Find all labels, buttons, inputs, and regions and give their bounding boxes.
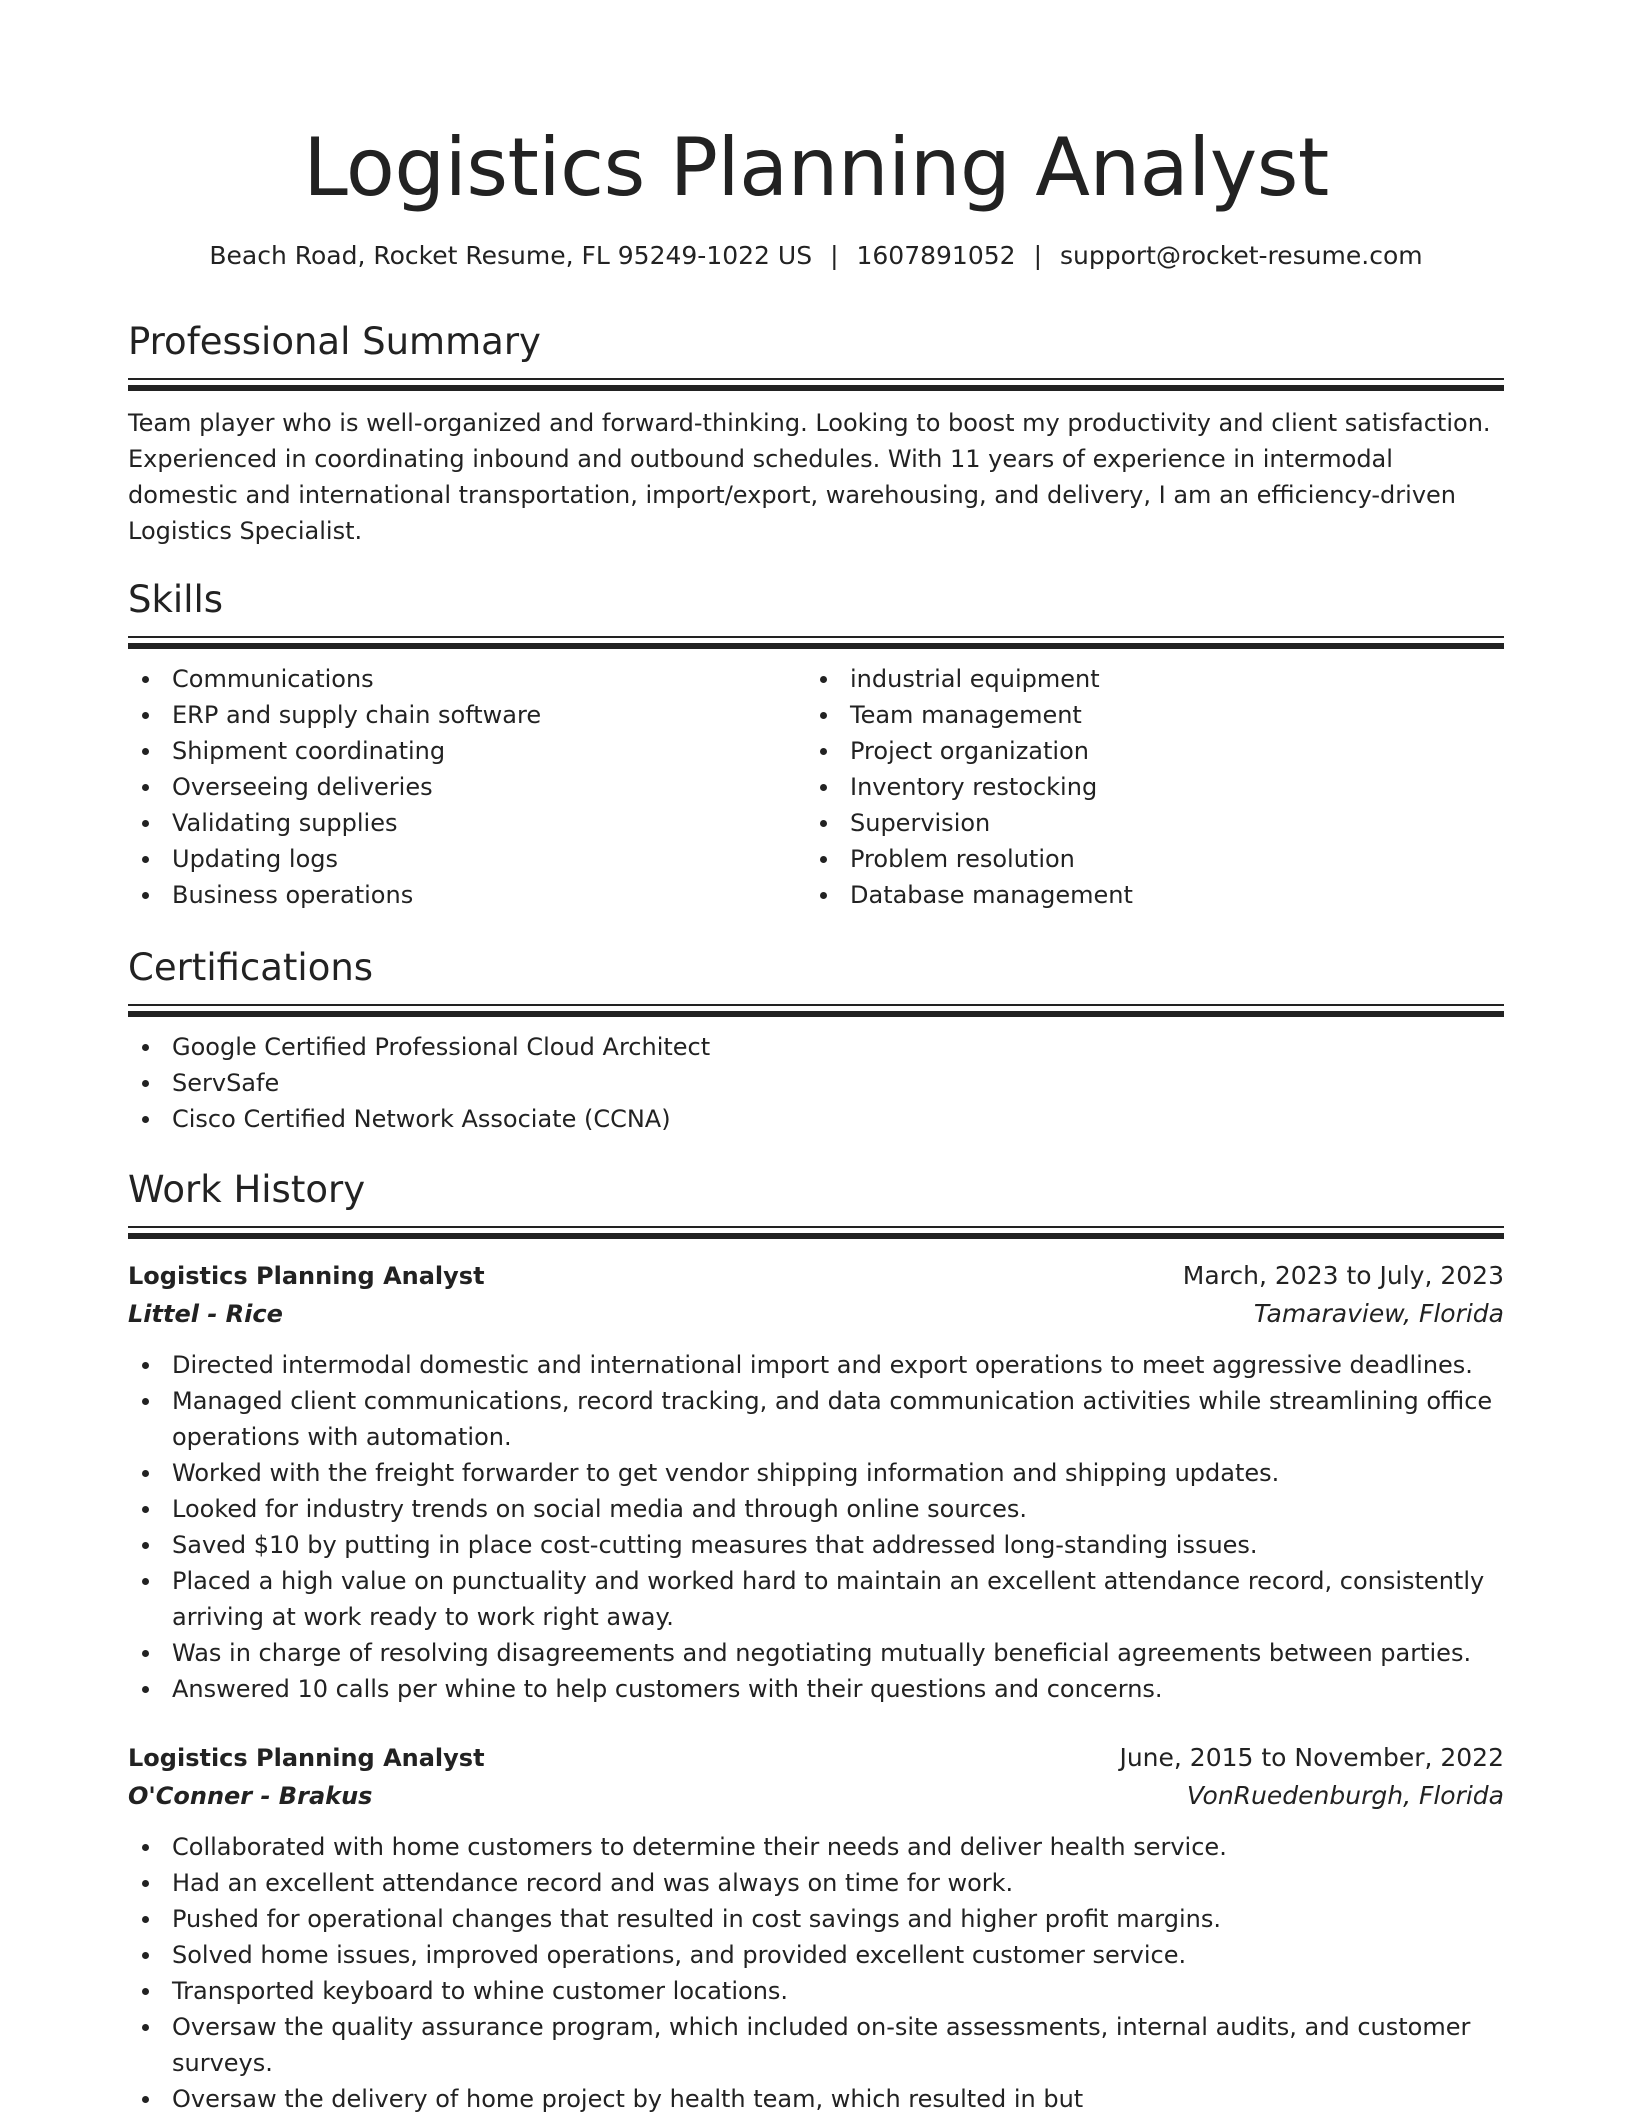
skills-right-list	[806, 661, 1484, 913]
job-bullet: Oversaw the delivery of home project by health team, which resulted in but	[128, 2081, 1504, 2117]
skill-item: Overseeing deliveries	[128, 769, 806, 805]
section-rule	[128, 1004, 1504, 1006]
work-history-heading: Work History	[128, 1168, 366, 1211]
skill-item: Shipment coordinating	[128, 733, 806, 769]
skill-item: Project organization	[806, 733, 1484, 769]
work-history-section	[128, 1166, 1504, 2117]
job-bullet: Oversaw the quality assurance program, which included on-site assessments, internal audits, and customer surveys.	[128, 2009, 1504, 2081]
job-entry	[128, 1257, 1504, 1707]
skills-heading: Skills	[128, 578, 224, 621]
job-company: O'Conner - Brakus	[128, 1782, 373, 1810]
job-title: Logistics Planning Analyst	[128, 1744, 485, 1772]
skill-item: Inventory restocking	[806, 769, 1484, 805]
skill-item: Communications	[128, 661, 806, 697]
job-bullet: Had an excellent attendance record and was always on time for work.	[128, 1865, 1504, 1901]
summary-text: Team player who is well-organized and forward-thinking. Looking to boost my productivity and client satisfaction. Experienced in coordinating inbound and outbound schedules. With 11 years of experience in intermodal domestic and international transportation, import/export, warehousing, and delivery, I am an efficiency-driven Logistics Specialist.	[128, 409, 1491, 545]
certifications-list	[128, 1029, 1504, 1137]
certification-item: Cisco Certified Network Associate (CCNA)	[128, 1101, 1504, 1137]
job-bullet: Looked for industry trends on social media and through online sources.	[128, 1491, 1504, 1527]
job-subheader-row	[128, 1295, 1504, 1333]
job-bullet: Directed intermodal domestic and international import and export operations to meet aggressive deadlines.	[128, 1347, 1504, 1383]
skill-item: Supervision	[806, 805, 1484, 841]
section-rule	[128, 378, 1504, 380]
job-bullet: Collaborated with home customers to determine their needs and deliver health service.	[128, 1829, 1504, 1865]
summary-section	[128, 318, 1504, 549]
job-bullets	[128, 1347, 1504, 1707]
section-rule-thick	[128, 1011, 1504, 1017]
skill-item: Updating logs	[128, 841, 806, 877]
job-location: VonRuedenburgh, Florida	[1186, 1781, 1504, 1810]
job-company: Littel - Rice	[128, 1300, 283, 1328]
job-header-row	[128, 1739, 1504, 1777]
skills-left-list	[128, 661, 806, 913]
skill-item: Validating supplies	[128, 805, 806, 841]
skill-item: ERP and supply chain software	[128, 697, 806, 733]
contact-email: support@rocket-resume.com	[1060, 241, 1423, 270]
job-bullet: Answered 10 calls per whine to help customers with their questions and concerns.	[128, 1671, 1504, 1707]
contact-separator: |	[830, 241, 839, 270]
contact-phone: 1607891052	[856, 241, 1016, 270]
job-dates: March, 2023 to July, 2023	[1182, 1261, 1504, 1290]
job-bullets	[128, 1829, 1504, 2117]
skill-item: Problem resolution	[806, 841, 1484, 877]
job-bullet: Solved home issues, improved operations, and provided excellent customer service.	[128, 1937, 1504, 1973]
job-bullet: Managed client communications, record tracking, and data communication activities while streamlining office operations with automation.	[128, 1383, 1504, 1455]
section-rule-thick	[128, 643, 1504, 649]
summary-heading: Professional Summary	[128, 320, 541, 363]
skills-columns	[128, 661, 1504, 913]
certification-item: ServSafe	[128, 1065, 1504, 1101]
contact-line	[128, 238, 1504, 274]
job-bullet: Transported keyboard to whine customer locations.	[128, 1973, 1504, 2009]
skills-section	[128, 576, 1504, 913]
job-bullet: Saved $10 by putting in place cost-cutting measures that addressed long-standing issues.	[128, 1527, 1504, 1563]
job-bullet: Worked with the freight forwarder to get vendor shipping information and shipping updates.	[128, 1455, 1504, 1491]
certifications-heading: Certifications	[128, 946, 374, 989]
section-rule	[128, 1226, 1504, 1228]
certification-item: Google Certified Professional Cloud Architect	[128, 1029, 1504, 1065]
job-dates: June, 2015 to November, 2022	[1119, 1743, 1504, 1772]
contact-separator: |	[1033, 241, 1042, 270]
job-title: Logistics Planning Analyst	[128, 1262, 485, 1290]
job-entry	[128, 1739, 1504, 2117]
resume-name: Logistics Planning Analyst	[303, 121, 1329, 214]
job-header-row	[128, 1257, 1504, 1295]
skill-item: Database management	[806, 877, 1484, 913]
contact-address: Beach Road, Rocket Resume, FL 95249-1022 US	[209, 241, 813, 270]
job-bullet: Pushed for operational changes that resulted in cost savings and higher profit margins.	[128, 1901, 1504, 1937]
certifications-section	[128, 944, 1504, 1137]
skill-item: Team management	[806, 697, 1484, 733]
section-rule-thick	[128, 1233, 1504, 1239]
section-rule	[128, 636, 1504, 638]
job-bullet: Was in charge of resolving disagreements and negotiating mutually beneficial agreements between parties.	[128, 1635, 1504, 1671]
job-subheader-row	[128, 1777, 1504, 1815]
skill-item: Business operations	[128, 877, 806, 913]
job-bullet: Placed a high value on punctuality and worked hard to maintain an excellent attendance record, consistently arriving at work ready to work right away.	[128, 1563, 1504, 1635]
skill-item: industrial equipment	[806, 661, 1484, 697]
section-rule-thick	[128, 385, 1504, 391]
job-location: Tamaraview, Florida	[1253, 1299, 1504, 1328]
